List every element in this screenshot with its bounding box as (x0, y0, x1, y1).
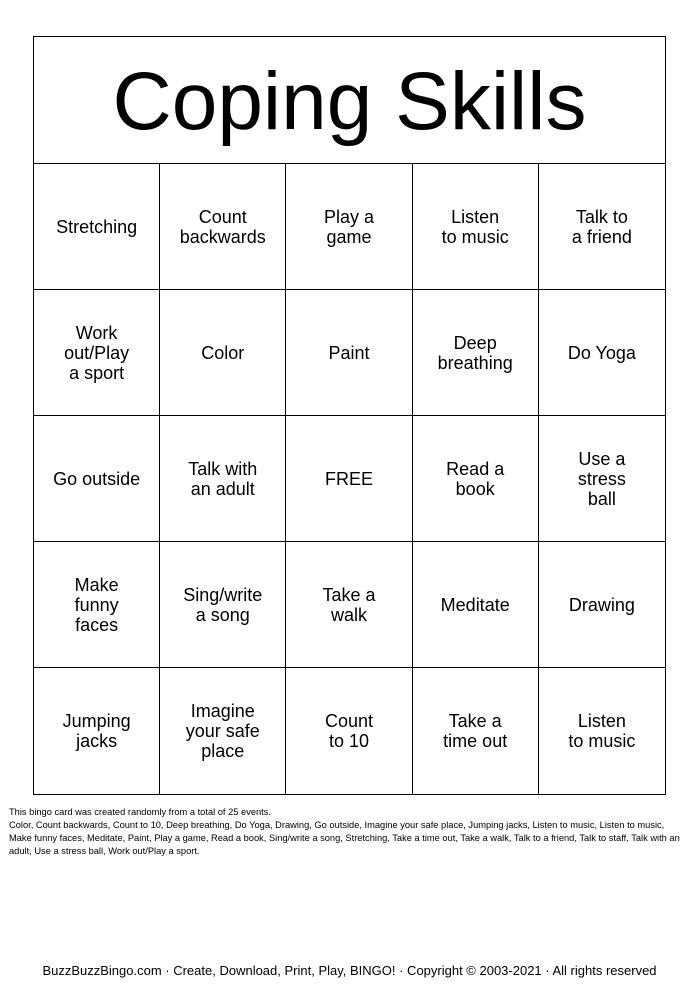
bingo-cell: Color (160, 290, 286, 416)
site-credit: BuzzBuzzBingo.com · Create, Download, Print, Play, BINGO! · Copyright © 2003-2021 · All rights reserved (42, 963, 657, 978)
bingo-cell: Count to 10 (286, 668, 412, 794)
bingo-cell: Talk to a friend (539, 164, 665, 290)
bingo-cell: Work out/Play a sport (34, 290, 160, 416)
bingo-cell: Play a game (286, 164, 412, 290)
title-box (34, 37, 665, 164)
bingo-cell: Take a walk (286, 542, 412, 668)
bingo-cell: Jumping jacks (34, 668, 160, 794)
bingo-cell: Deep breathing (413, 290, 539, 416)
bingo-cell: Paint (286, 290, 412, 416)
bingo-cell: Sing/write a song (160, 542, 286, 668)
bingo-cell: Imagine your safe place (160, 668, 286, 794)
bingo-cell: Talk with an adult (160, 416, 286, 542)
event-count-text: This bingo card was created randomly from a total of 25 events. (9, 807, 271, 817)
bingo-cell: Make funny faces (34, 542, 160, 668)
event-list-note (9, 806, 689, 858)
bingo-cell: Take a time out (413, 668, 539, 794)
bingo-cell: Go outside (34, 416, 160, 542)
bingo-cell: Listen to music (568, 711, 636, 751)
bingo-card (33, 36, 666, 795)
bingo-cell: Drawing (539, 542, 665, 668)
bingo-cell: Count backwards (160, 164, 286, 290)
bingo-cell: Listen to music (413, 164, 539, 290)
bingo-cell: Do Yoga (539, 290, 665, 416)
bingo-cell: Use a stress ball (539, 416, 665, 542)
free-space-cell: FREE (286, 416, 412, 542)
bingo-cell: Meditate (413, 542, 539, 668)
bingo-cell: Read a book (413, 416, 539, 542)
card-title: Coping Skills (112, 56, 587, 147)
event-list-text: Color, Count backwards, Count to 10, Deep breathing, Do Yoga, Drawing, Go outside, Imagine your safe place, Jumping jacks, Listen to music, Listen to music, Make funny faces, Meditate, Paint, Play a game, Read a book, Sing/write a song, Stretching, Take a time out, Take a walk, Talk to a friend, Talk to staff, Talk with an adult, Use a stress ball, Work out/Play a sport. (9, 820, 680, 856)
bingo-cell: Stretching (34, 164, 160, 290)
bingo-grid (34, 164, 665, 794)
